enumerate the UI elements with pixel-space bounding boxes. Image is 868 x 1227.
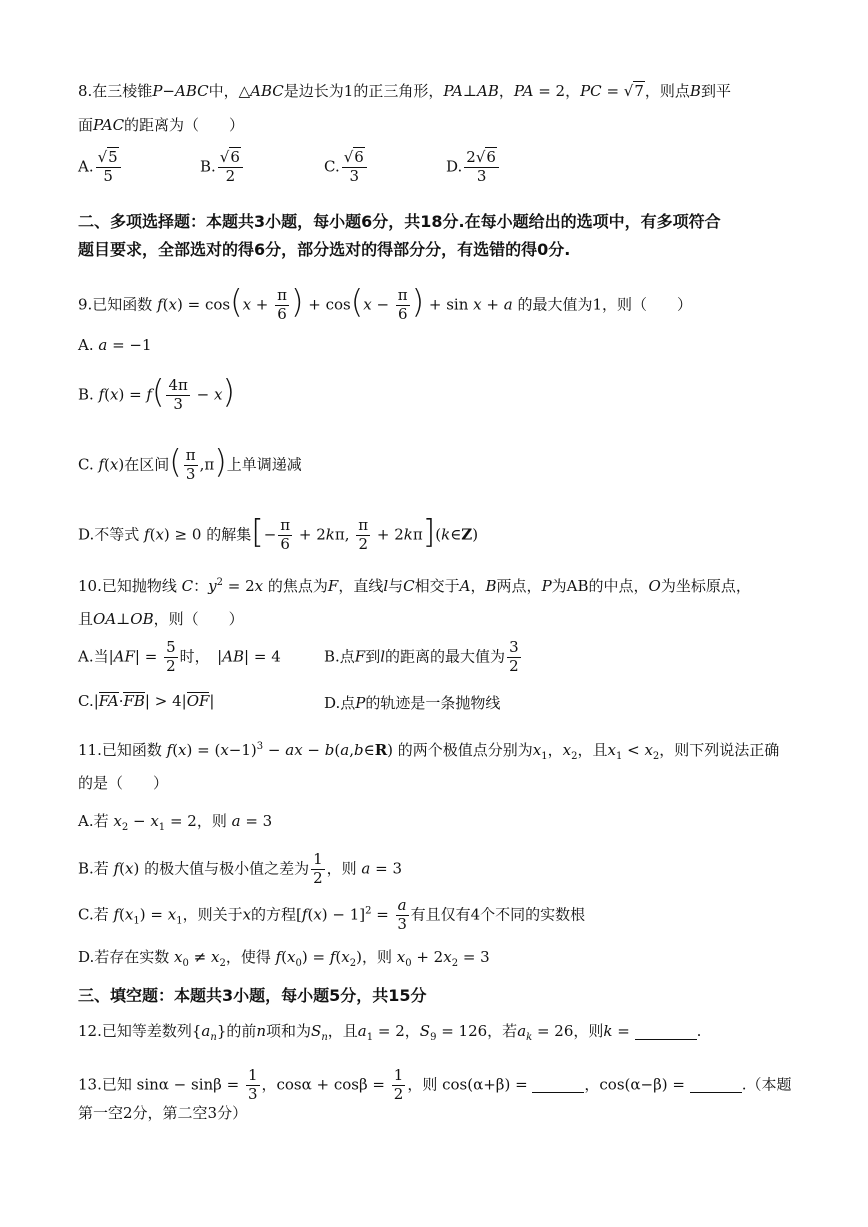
- q11-line2: 的是（ ）: [78, 774, 169, 792]
- q10-option-c[interactable]: C.|FA·FB| > 4|OF|: [78, 692, 215, 710]
- q8-line1: 8.在三棱锥P−ABC中，△ABC是边长为1的正三角形，PA⊥AB，PA = 2，PC = √7，则点B到平: [78, 82, 731, 100]
- q13-line2: 第一空2分，第二空3分）: [78, 1104, 248, 1122]
- q11-option-c[interactable]: C.若 $f(x_1) = x_1$，则关于x的方程$[f(x) - 1]^2$ = $\frac{a}{3}$ 有且仅有4个不同的实数根: [78, 896, 586, 933]
- q10-line2: 且OA⊥OB，则（ ）: [78, 610, 244, 628]
- q10-option-d[interactable]: D.点P的轨迹是一条抛物线: [324, 694, 501, 712]
- section2-line1: 二、多项选择题：本题共3小题，每小题6分，共18分.在每小题给出的选项中，有多项符合: [78, 212, 721, 231]
- q10-line1: 10.已知抛物线 C：$y^2 = 2x$ 的焦点为F，直线l与C相交于A，B两点，P为AB的中点，O为坐标原点，: [78, 577, 751, 595]
- q11-line1: 11.已知函数 $f(x) = (x-1)^3$ − ax − b(a,b∈R) 的两个极值点分别为$x_1$，$x_2$，且$x_1 < x_2$，则下列说法正确: [78, 741, 780, 762]
- q9-stem: 9.已知函数 f(x) = cos(x + $\frac{\pi}{6}$ ) + cos(x − $\frac{\pi}{6}$ ) + sin x + a 的最大值为1，则（ ）: [78, 282, 693, 323]
- section3-title: 三、填空题：本题共3小题，每小题5分，共15分: [78, 986, 427, 1005]
- q10-option-b[interactable]: B.点F到l的距离的最大值为 $\frac{3}{2}$: [324, 638, 519, 675]
- q13-line1: 13.已知 sinα − sinβ = $\frac{1}{3}$ ，cosα + cosβ = $\frac{1}{2}$ ，则 cos(α+β) = ，cos(α−β) = .（本题: [78, 1066, 792, 1103]
- q8-option-c[interactable]: C. $\frac{√6}{3}$: [324, 150, 369, 185]
- q11-option-d[interactable]: D.若存在实数 $x_0 \ne x_2$，使得 $f(x_0) = f(x_2)$，则 $x_0 + 2x_2 = 3$: [78, 948, 490, 969]
- q9-option-c[interactable]: C. f(x)在区间( $\frac{\pi}{3}$ ,π)上单调递减: [78, 442, 302, 483]
- q8-option-b[interactable]: B. $\frac{√6}{2}$: [200, 150, 245, 185]
- q8-option-a[interactable]: A. $\frac{√5}{5}$: [78, 150, 123, 185]
- q8-option-d[interactable]: D. $\frac{2√6}{3}$: [446, 150, 501, 185]
- q9-option-d[interactable]: D.不等式 f(x) ≥ 0 的解集[− $\frac{\pi}{6}$ + 2kπ, $\frac{\pi}{2}$ + 2kπ](k∈Z): [78, 512, 479, 553]
- q9-option-a[interactable]: A. a = −1: [78, 336, 152, 354]
- q8-line2: 面PAC的距离为（ ）: [78, 116, 245, 134]
- q9-option-b[interactable]: B. f(x) = f( $\frac{4\pi}{3}$ − x): [78, 372, 235, 413]
- q13-answer-blank-1[interactable]: [532, 1077, 584, 1093]
- q11-option-b[interactable]: B.若 f(x) 的极大值与极小值之差为 $\frac{1}{2}$ ，则 a = 3: [78, 850, 403, 887]
- q13-answer-blank-2[interactable]: [690, 1077, 742, 1093]
- q10-option-a[interactable]: A.当|AF| = $\frac{5}{2}$ 时， |AB| = 4: [78, 638, 281, 675]
- q11-option-a[interactable]: A.若 $x_2 - x_1 = 2$，则 a = 3: [78, 812, 273, 833]
- section2-line2: 题目要求，全部选对的得6分，部分选对的得部分分，有选错的得0分.: [78, 240, 571, 259]
- q12-answer-blank[interactable]: [635, 1024, 697, 1040]
- q12-stem: 12.已知等差数列$\{a_n\}$的前n项和为$S_n$，且$a_1 = 2$，$S_9 = 126$，若$a_k = 26$，则k = .: [78, 1022, 702, 1043]
